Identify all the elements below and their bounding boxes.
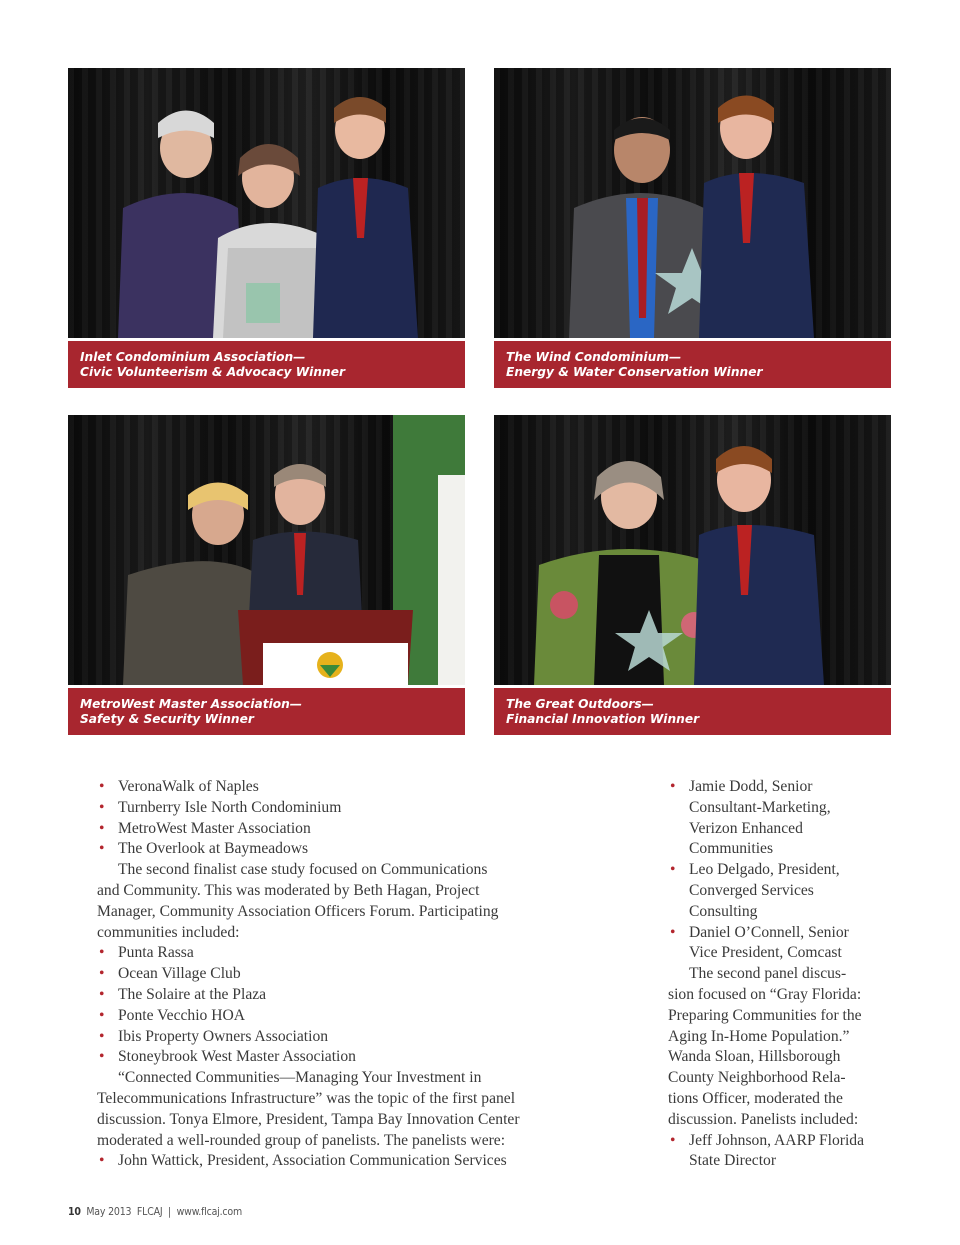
award-photo-figures	[494, 68, 891, 338]
paragraph-line: discussion. Tonya Elmore, President, Tampa Bay Innovation Center	[97, 1110, 520, 1128]
paragraph-line: Preparing Communities for the	[668, 1006, 862, 1024]
list-item-line: • Leo Delgado, President,	[689, 861, 840, 879]
list-item-line: Vice President, Comcast	[689, 944, 842, 962]
list-item: • The Overlook at Baymeadows	[97, 839, 597, 860]
caption-line-2: Civic Volunteerism & Advocacy Winner	[80, 365, 345, 379]
list-item-line: State Director	[689, 1152, 777, 1170]
award-photo	[68, 68, 465, 338]
paragraph-line: Wanda Sloan, Hillsborough	[668, 1048, 841, 1066]
photo-card-inlet	[68, 68, 465, 388]
caption-line-2: Energy & Water Conservation Winner	[506, 365, 763, 379]
panelists-list-second	[668, 1131, 900, 1173]
paragraph-line: The second finalist case study focused on Communications	[118, 861, 488, 879]
list-item-line: • Daniel O’Connell, Senior	[689, 923, 849, 941]
paragraph-line: The second panel discus-	[689, 965, 847, 983]
paragraph-line: Aging In-Home Population.”	[668, 1027, 850, 1045]
list-item: • Turnberry Isle North Condominium	[97, 798, 597, 819]
paragraph-line: Telecommunications Infrastructure” was the topic of the first panel	[97, 1089, 516, 1107]
caption-line-2: Safety & Security Winner	[80, 712, 254, 726]
paragraph-line: Manager, Community Association Officers Forum. Participating	[97, 902, 499, 920]
photo-caption	[68, 688, 465, 735]
paragraph-line: and Community. This was moderated by Beth Hagan, Project	[97, 881, 480, 899]
footer-publication: May 2013 FLCAJ | www.flcaj.com	[86, 1206, 242, 1218]
paragraph-line: communities included:	[97, 923, 240, 941]
left-text-column	[97, 777, 597, 1172]
panelists-list	[97, 1151, 597, 1172]
award-photo	[494, 415, 891, 685]
photo-caption	[494, 688, 891, 735]
photo-card-great-outdoors	[494, 415, 891, 735]
paragraph-second-panel	[668, 964, 900, 1130]
paragraph-panel-discussion	[97, 1068, 597, 1151]
list-item-line: Converged Services	[689, 881, 814, 899]
paragraph-case-study	[97, 860, 597, 943]
photo-caption	[494, 341, 891, 388]
list-item-line: Communities	[689, 840, 774, 858]
list-item: • Ocean Village Club	[97, 964, 597, 985]
finalist-list	[97, 777, 597, 860]
paragraph-line: “Connected Communities—Managing Your Investment in	[118, 1069, 482, 1087]
list-item-line: • Jamie Dodd, Senior	[689, 778, 813, 795]
caption-line-1: The Wind Condominium—	[506, 350, 682, 364]
paragraph-line: discussion. Panelists included:	[668, 1110, 859, 1128]
list-item-line: Verizon Enhanced	[689, 819, 803, 837]
award-photo-figures	[494, 415, 891, 685]
list-item: • John Wattick, President, Association Communication Services	[97, 1151, 597, 1172]
page-number: 10	[68, 1206, 81, 1218]
caption-line-1: MetroWest Master Association—	[80, 697, 302, 711]
caption-line-1: Inlet Condominium Association—	[80, 350, 306, 364]
paragraph-line: sion focused on “Gray Florida:	[668, 985, 862, 1003]
award-photo-figures	[68, 68, 465, 338]
panelists-list-continued	[668, 777, 900, 964]
paragraph-line: tions Officer, moderated the	[668, 1089, 843, 1107]
award-photo	[68, 415, 465, 685]
award-photo-figures	[68, 415, 465, 685]
list-item: • MetroWest Master Association	[97, 819, 597, 840]
paragraph-line: County Neighborhood Rela-	[668, 1069, 846, 1087]
list-item: • VeronaWalk of Naples	[97, 777, 597, 798]
list-item	[668, 1131, 900, 1173]
page-footer	[68, 1206, 242, 1218]
photo-caption	[68, 341, 465, 388]
list-item	[668, 777, 900, 860]
caption-line-2: Financial Innovation Winner	[506, 712, 700, 726]
right-text-column	[668, 777, 900, 1172]
list-item	[668, 860, 900, 922]
list-item: • Ponte Vecchio HOA	[97, 1006, 597, 1027]
list-item: • Ibis Property Owners Association	[97, 1027, 597, 1048]
list-item-line: Consulting	[689, 902, 758, 920]
list-item-line: Consultant-Marketing,	[689, 798, 831, 816]
list-item	[668, 923, 900, 965]
list-item: • Stoneybrook West Master Association	[97, 1047, 597, 1068]
photo-card-wind	[494, 68, 891, 388]
communities-list	[97, 943, 597, 1068]
photo-card-metrowest	[68, 415, 465, 735]
list-item: • The Solaire at the Plaza	[97, 985, 597, 1006]
list-item: • Punta Rassa	[97, 943, 597, 964]
list-item-line: • Jeff Johnson, AARP Florida	[689, 1131, 865, 1149]
paragraph-line: moderated a well-rounded group of panelists. The panelists were:	[97, 1131, 506, 1149]
caption-line-1: The Great Outdoors—	[506, 697, 654, 711]
award-photo	[494, 68, 891, 338]
